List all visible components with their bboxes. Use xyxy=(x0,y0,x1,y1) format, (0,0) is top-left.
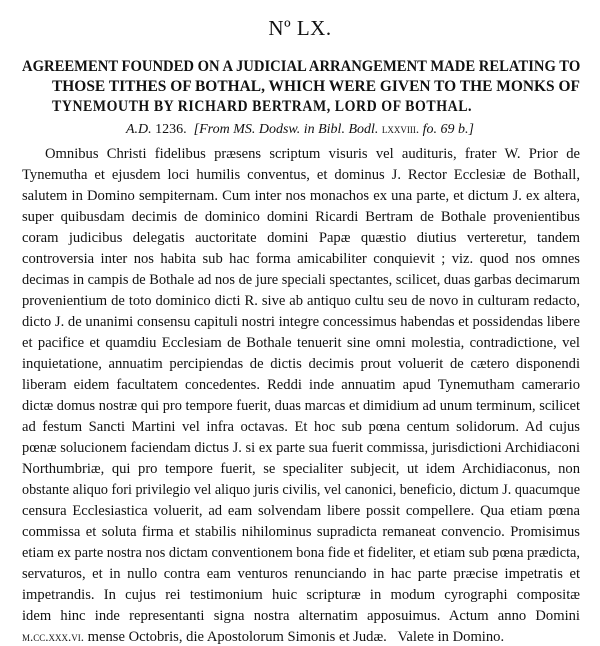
body-line: inquietatione, annuatim percipiendas de dictis decimis prout voluerit de cætero disponendi xyxy=(22,356,580,372)
document-number: Nº LX. xyxy=(268,16,332,40)
body-line-final xyxy=(22,628,580,646)
body-line: impetrandis. In cujus rei testimonium huic scripturæ in modum cyrographi compositæ xyxy=(22,587,580,603)
body-line: liberam eidem facultatem concedentes. Reddi inde annuatim apud Tynemutham camerario xyxy=(22,377,580,393)
body-line: dictæ domus nostræ qui pro tempore fuerit, duas marcas et dimidium ad unum terminum, scilicet xyxy=(22,398,580,414)
body-line: Omnibus Christi fidelibus præsens scriptum visuris vel audituris, frater W. Prior de xyxy=(45,146,580,162)
body-line: Tynemutha et ejusdem loci humilis conventus, et dominus J. Rector Ecclesiæ de Bothall, xyxy=(22,167,580,183)
date-numeral: m.cc.xxx.vi. xyxy=(22,629,85,644)
body-line: salutem in Domino sempiternam. Cum inter nos monachos ex una parte, et dictum J. ex altera, xyxy=(22,188,580,204)
title-line: TYNEMOUTH BY RICHARD BERTRAM, LORD OF BOTHAL. xyxy=(52,98,473,115)
body-line: pœnæ solucionem faciendam dictus J. si ex parte sua fuerit commissa, jurisdictioni Archidiaconi xyxy=(22,440,580,456)
body-line: censura Ecclesiastica voluerit, ad eam solvendam libere possit compellere. Qua etiam pœna xyxy=(22,503,580,519)
body-line: decimas in campis de Bothale ad nos de jure speciali spectantes, scilicet, duas garbas decimarum xyxy=(22,272,580,288)
body-line: dicto J. de unanimi consensu capituli nostri integre concessimus habendas et possidendas libere xyxy=(22,314,580,330)
source-citation xyxy=(0,121,600,138)
body-line: etiam ex parte nostra nos dictam conventionem bona fide et fideliter, et etiam sub pœna prædicta, xyxy=(22,545,580,561)
body-line: provenientium de toto dominico dicti R. sive ab antiquo cultu seu de novo in culturam redacto, xyxy=(22,293,580,309)
title-line: THOSE TITHES OF BOTHAL, WHICH WERE GIVEN TO THE MONKS OF xyxy=(52,78,580,95)
body-line: Northumbriæ, qui pro tempore fuerit, se specialiter subjecit, ut idem Archidiaconus, non xyxy=(22,461,580,477)
body-line: et pacifice et quamdiu Ecclesiam de Bothale tenuerit sine omni molestia, contradictione, vel xyxy=(22,335,580,351)
body-line: controversia inter nos habita sub hac forma amicabiliter conquievit ; viz. quod nos omnes xyxy=(22,251,580,267)
body-line: idem hinc inde representanti signa nostra alternatim apposuimus. Actum anno Domini xyxy=(22,608,580,624)
body-line: obstante aliquo fori privilegio vel aliquo juris civilis, vel canonici, beneficio, dictum J. quacumque xyxy=(22,482,580,498)
source-date: A.D. xyxy=(126,122,152,137)
body-line: servaturos, et in nullo contra eam venturos renunciando in hac parte præcise impetratis et xyxy=(22,566,580,582)
source-year: 1236. xyxy=(155,122,187,137)
source-volume: lxxviii. xyxy=(381,121,420,136)
title-line: AGREEMENT FOUNDED ON A JUDICIAL ARRANGEMENT MADE RELATING TO xyxy=(22,58,581,75)
body-line: super quibusdam decimis de dominico domini Ricardi Bertram de Bothale provenientibus xyxy=(22,209,580,225)
body-line: coram judicibus delegatis auctoritate domini Papæ quæstio diutius verteretur, tandem xyxy=(22,230,580,246)
source-folio: fo. 69 b.] xyxy=(422,122,474,137)
body-line: ad festum Sancti Martini vel infra octavas. Et hoc sub pœna centum solidorum. Ad cujus xyxy=(22,419,580,435)
final-text: mense Octobris, die Apostolorum Simonis et Judæ. Valete in Domino. xyxy=(84,629,505,645)
body-line: commissa et soluta firma et stabilis nihilominus supradicta remaneat convencio. Promisimus xyxy=(22,524,580,540)
source-reference: [From MS. Dodsw. in Bibl. Bodl. xyxy=(193,122,379,137)
